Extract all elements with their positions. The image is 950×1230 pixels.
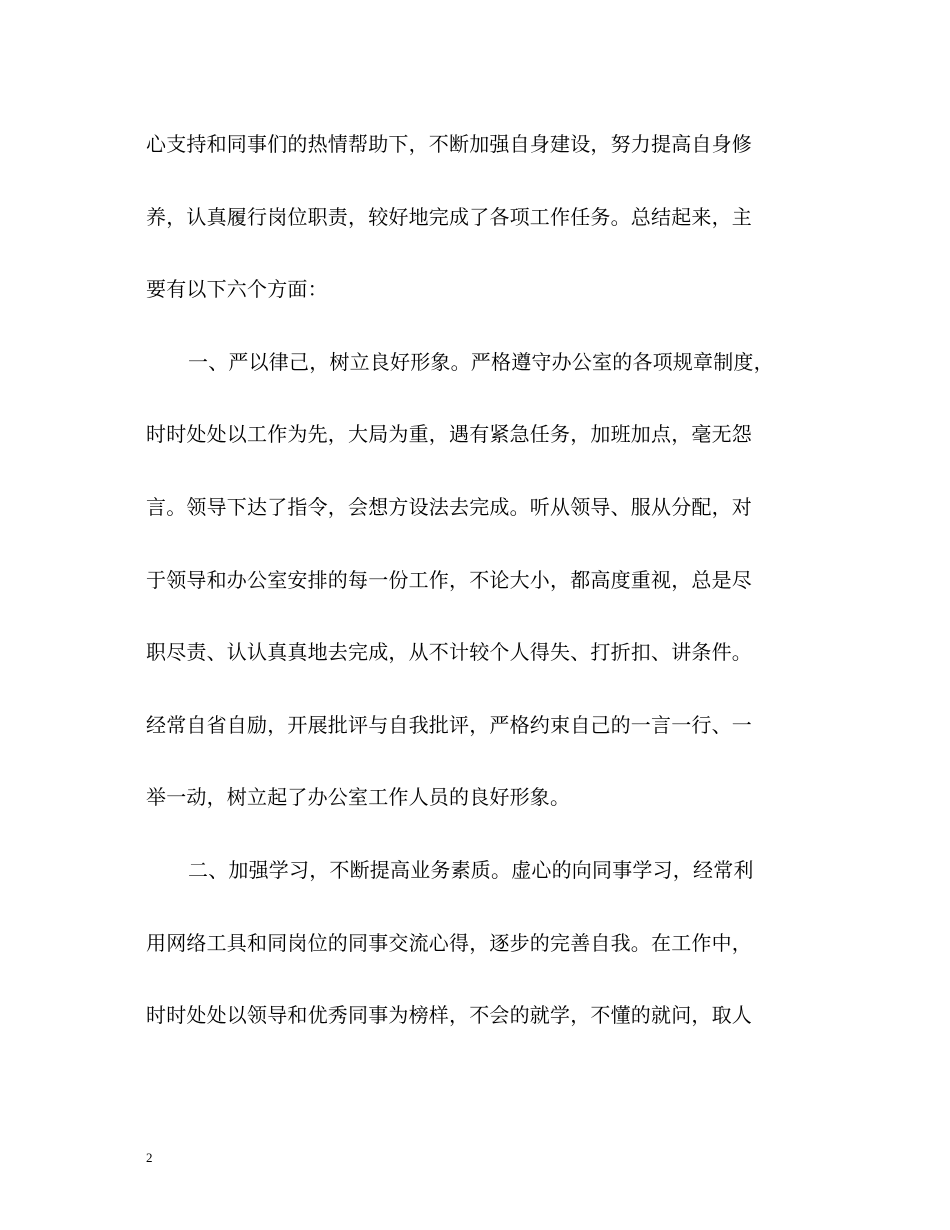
paragraph-1-first-line: 一、严以律己，树立良好形象。严格遵守办公室的各项规章制度， [188,349,774,374]
text-line: 于领导和办公室安排的每一份工作，不论大小，都高度重视，总是尽 [146,567,752,592]
text-line: 心支持和同事们的热情帮助下，不断加强自身建设，努力提高自身修 [146,132,752,156]
text-line: 用网络工具和同岗位的同事交流心得，逐步的完善自我。在工作中， [146,930,752,955]
page-number: 2 [146,1150,153,1165]
paragraph-2-first-line: 二、加强学习，不断提高业务素质。虚心的向同事学习，经常利 [188,857,754,882]
text-line: 养，认真履行岗位职责，较好地完成了各项工作任务。总结起来，主 [146,204,752,229]
text-line: 时时处处以领导和优秀同事为榜样，不会的就学，不懂的就问，取人 [146,1003,752,1028]
body-text [146,126,806,1070]
text-line: 时时处处以工作为先，大局为重，遇有紧急任务，加班加点，毫无怨 [146,422,752,447]
text-line: 经常自省自励，开展批评与自我批评，严格约束自己的一言一行、一 [146,712,752,737]
text-line: 职尽责、认认真真地去完成，从不计较个人得失、打折扣、讲条件。 [146,640,752,665]
text-line: 举一动，树立起了办公室工作人员的良好形象。 [146,785,571,810]
text-line: 要有以下六个方面： [146,277,328,302]
text-line: 言。领导下达了指令，会想方设法去完成。听从领导、服从分配，对 [146,494,752,519]
